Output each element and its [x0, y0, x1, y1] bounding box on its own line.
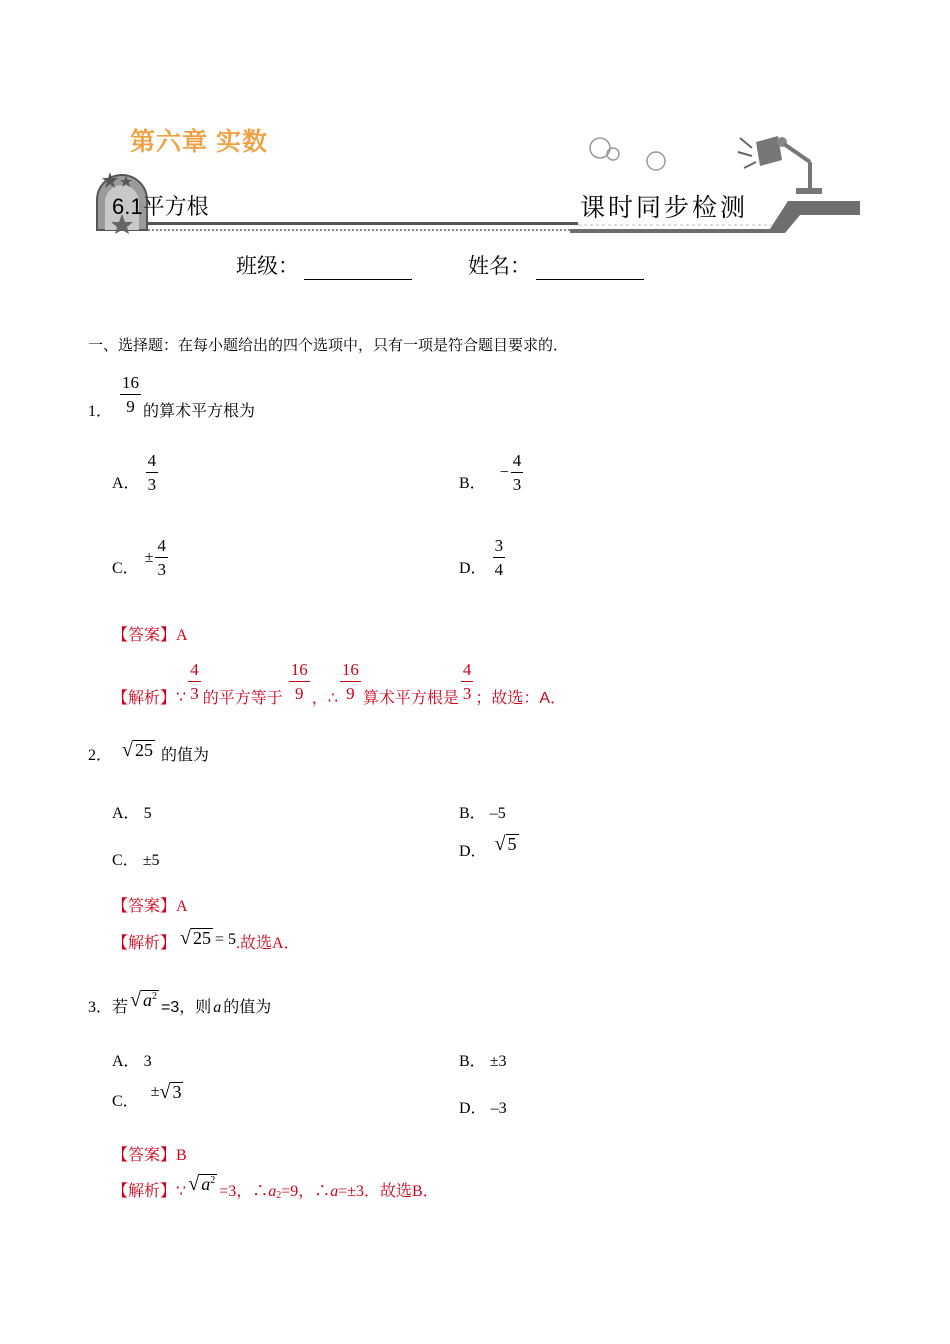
- sqrt-expression: [130, 990, 159, 1011]
- exponent: 2: [276, 1189, 282, 1201]
- chapter-title: 第六章 实数: [130, 128, 268, 156]
- radical-sign: √: [180, 927, 191, 949]
- analysis-2: [112, 928, 300, 953]
- radicand: 25: [135, 740, 153, 760]
- option-label: D．: [459, 842, 487, 860]
- option-a[interactable]: [112, 800, 152, 823]
- option-fraction: [155, 537, 168, 578]
- fraction-4-3: [188, 661, 201, 702]
- frac-den: 3: [190, 684, 199, 703]
- bubbles-decoration: [580, 130, 680, 180]
- option-c[interactable]: [112, 537, 170, 578]
- option-a[interactable]: [112, 452, 160, 493]
- option-label: A．: [112, 475, 140, 492]
- option-fraction: [146, 452, 159, 493]
- answer-2: [112, 893, 188, 916]
- option-label: D．: [459, 1100, 487, 1117]
- option-label: A．: [112, 1053, 140, 1070]
- instructions: 一、选择题：在每小题给出的四个选项中，只有一项是符合题目要求的．: [88, 337, 569, 354]
- option-value: 5: [143, 805, 152, 822]
- exponent: 2: [210, 1175, 216, 1186]
- answer-3: [112, 1142, 187, 1165]
- option-label: C．: [112, 852, 139, 869]
- radicand: [141, 990, 159, 1011]
- analysis-tag: 【解析】: [112, 1182, 177, 1200]
- frac-num: 3: [493, 537, 506, 558]
- answer-value: A: [176, 898, 188, 915]
- variable-a: a: [213, 998, 222, 1016]
- sqrt-expression: [495, 834, 519, 855]
- because-sign: ∵: [176, 688, 187, 706]
- option-a[interactable]: [112, 1048, 152, 1071]
- option-label: C．: [112, 1092, 139, 1110]
- option-c[interactable]: [112, 1082, 183, 1111]
- frac-num: 16: [120, 374, 141, 395]
- frac-den: 3: [147, 475, 157, 494]
- answer-tag: 【答案】: [112, 898, 177, 915]
- option-fraction: [493, 537, 506, 578]
- answer-value: B: [176, 1147, 187, 1164]
- answer-value: A: [176, 627, 188, 644]
- class-blank: [304, 259, 412, 280]
- analysis-3: [112, 1174, 439, 1201]
- analysis-1: [112, 655, 566, 708]
- fraction-16-9: [120, 374, 141, 415]
- analysis-text: =±3．故选B．: [338, 1182, 439, 1200]
- fraction-16-9: [340, 661, 361, 702]
- variable-a: a: [330, 1182, 339, 1200]
- option-value: 3: [143, 1053, 152, 1070]
- frac-num: 4: [146, 452, 159, 473]
- header-rule: [148, 222, 578, 225]
- frac-den: 9: [346, 684, 355, 703]
- header-dotted-rule: [148, 229, 578, 231]
- because-sign: ∵: [176, 1182, 187, 1200]
- frac-num: 4: [461, 661, 474, 682]
- banner-title: 课时同步检测: [580, 195, 749, 222]
- name-label: 姓名：: [468, 254, 531, 278]
- option-label: D．: [459, 560, 487, 577]
- option-d[interactable]: [459, 537, 507, 578]
- variable-a: a: [201, 1174, 211, 1194]
- fraction-4-3: [461, 661, 474, 702]
- question-text: 若: [112, 998, 129, 1016]
- question-text: 的值为: [161, 746, 210, 764]
- frac-den: 4: [494, 560, 504, 579]
- option-label: B．: [459, 475, 486, 492]
- question-text: 的值为: [223, 998, 272, 1016]
- option-value: –5: [489, 805, 506, 822]
- analysis-text: .故选A．: [236, 934, 300, 952]
- option-b[interactable]: [459, 1048, 506, 1071]
- option-d[interactable]: [459, 1095, 507, 1118]
- frac-den: 3: [512, 475, 522, 494]
- name-blank: [536, 259, 644, 280]
- option-b[interactable]: [459, 800, 506, 823]
- frac-num: 4: [155, 537, 168, 558]
- radical-sign: √: [188, 1173, 200, 1195]
- plus-minus-sign: ±: [150, 1082, 160, 1100]
- question-1: [88, 368, 255, 421]
- option-label: C．: [112, 560, 139, 577]
- class-field: [236, 250, 412, 280]
- frac-den: 3: [157, 560, 166, 579]
- question-3: [88, 990, 271, 1017]
- equals-expression: = 5: [215, 930, 237, 948]
- sqrt-expression: [188, 1174, 217, 1195]
- variable-a: a: [268, 1182, 277, 1200]
- question-2: [88, 740, 209, 765]
- radicand: 3: [172, 1082, 182, 1102]
- sqrt-expression: [180, 928, 213, 949]
- analysis-text: =3，∴: [219, 1182, 269, 1200]
- exponent: 2: [152, 991, 158, 1002]
- variable-a: a: [143, 990, 153, 1010]
- option-label: A．: [112, 805, 140, 822]
- frac-num: 4: [188, 661, 201, 682]
- option-value: ±5: [142, 852, 160, 869]
- question-text: =3，则: [161, 998, 212, 1016]
- section-title: 6.1平方根: [112, 194, 209, 219]
- option-label: B．: [459, 1053, 486, 1070]
- question-number: 3．: [88, 998, 113, 1016]
- radical-sign: √: [159, 1081, 171, 1103]
- question-text: 的算术平方根为: [143, 403, 256, 420]
- analysis-text: ；故选：A．: [475, 690, 567, 707]
- frac-num: 16: [340, 661, 361, 682]
- plus-minus-sign: ±: [144, 548, 154, 566]
- analysis-text: 算术平方根是: [362, 690, 459, 707]
- answer-tag: 【答案】: [112, 627, 177, 644]
- frac-den: 9: [294, 684, 304, 703]
- question-number: 2．: [88, 746, 113, 764]
- answer-tag: 【答案】: [112, 1147, 177, 1164]
- option-fraction: [511, 452, 524, 493]
- option-b[interactable]: [459, 452, 525, 493]
- option-c[interactable]: [112, 847, 159, 870]
- radical-sign: √: [494, 833, 506, 855]
- option-value: –3: [490, 1100, 507, 1117]
- analysis-text: =9，∴: [281, 1182, 331, 1200]
- frac-num: 16: [289, 661, 310, 682]
- analysis-text: 的平方等于: [202, 690, 283, 707]
- option-value: ±3: [489, 1053, 507, 1070]
- sqrt-expression: [122, 740, 155, 761]
- radical-sign: √: [130, 989, 142, 1011]
- analysis-text: ，∴: [311, 690, 338, 707]
- radicand: 5: [507, 834, 517, 854]
- class-label: 班级：: [236, 254, 299, 278]
- question-number: 1．: [88, 403, 113, 420]
- frac-den: 3: [462, 684, 472, 703]
- frac-num: 4: [511, 452, 524, 473]
- analysis-tag: 【解析】: [112, 934, 177, 952]
- name-field: [468, 250, 644, 280]
- analysis-tag: 【解析】: [112, 690, 177, 707]
- minus-sign: −: [499, 463, 509, 481]
- radicand: 25: [193, 928, 211, 948]
- radical-sign: √: [122, 739, 133, 761]
- sqrt-expression: [159, 1082, 183, 1103]
- radicand: [199, 1174, 217, 1195]
- option-d[interactable]: [459, 834, 519, 861]
- fraction-16-9: [289, 661, 310, 702]
- frac-den: 9: [126, 397, 135, 416]
- answer-1: [112, 622, 188, 645]
- option-label: B．: [459, 805, 486, 822]
